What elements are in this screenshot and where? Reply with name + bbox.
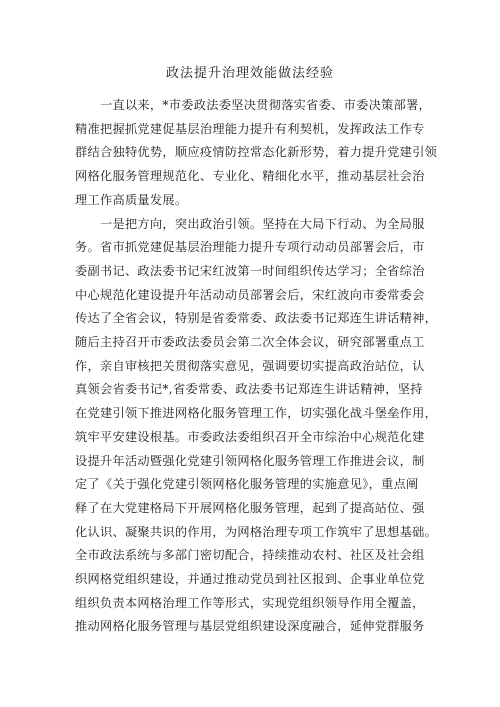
text-line: 一直以来，*市委政法委坚决贯彻落实省委、市委决策部署，	[75, 98, 432, 112]
text-line: 释了在大党建格局下开展网格化服务管理，起到了提高站位、强	[75, 500, 425, 515]
text-line: 随后主持召开市委政法委员会第二次全体会议，研究部署重点工	[75, 335, 425, 349]
text-line: 中心规范化建设提升年活动动员部署会后，宋红波向市委常委会	[75, 287, 425, 302]
text-line: 化认识、凝聚共识的作用，为网格治理专项工作筑牢了思想基础。	[75, 524, 438, 539]
text-line: 精准把握抓党建促基层治理能力提升有利契机，发挥政法工作专	[75, 121, 425, 136]
text-line: 设提升年活动暨强化党建引领网格化服务管理工作推进会议，制	[75, 453, 425, 468]
document-title: 政法提升治理效能做法经验	[165, 66, 334, 81]
text-line: 理工作高质量发展。	[75, 192, 188, 207]
text-line: 推动网格化服务管理与基层党组织建设深度融合，延伸党群服务	[75, 619, 425, 634]
text-line: 组织负责本网格治理工作等形式，实现党组织领导作用全覆盖，	[75, 595, 425, 610]
text-line: 务。省市抓党建促基层治理能力提升专项行动动员部署会后，市	[75, 240, 425, 255]
text-line: 一是把方向，突出政治引领。坚持在大局下行动、为全局服	[75, 216, 425, 231]
text-line: 群结合独特优势，顺应疫情防控常态化新形势，着力提升党建引领	[75, 145, 438, 160]
text-line: 全市政法系统与多部门密切配合，持续推动农村、社区及社会组	[75, 548, 425, 563]
text-line: 传达了全省会议，特别是省委常委、政法委书记郑连生讲话精神，	[75, 311, 438, 326]
text-line: 真领会省委书记*,省委常委、政法委书记郑连生讲话精神，坚持	[75, 382, 423, 397]
text-line: 定了《关于强化党建引领网格化服务管理的实施意见》，重点阐	[75, 477, 419, 492]
text-line: 委副书记、政法委书记宋红波第一时间组织传达学习；全省综治	[75, 263, 425, 278]
text-line: 在党建引领下推进网格化服务管理工作，切实强化战斗堡垒作用，	[75, 406, 438, 421]
text-line: 织网格党组织建设，并通过推动党员到社区报到、企事业单位党	[75, 572, 425, 586]
text-line: 筑牢平安建设根基。市委政法委组织召开全市综治中心规范化建	[75, 429, 425, 444]
text-line: 作，亲自审核把关贯彻落实意见，强调要切实提高政治站位，认	[75, 358, 425, 373]
text-line: 网格化服务管理规范化、专业化、精细化水平，推动基层社会治	[75, 169, 425, 184]
